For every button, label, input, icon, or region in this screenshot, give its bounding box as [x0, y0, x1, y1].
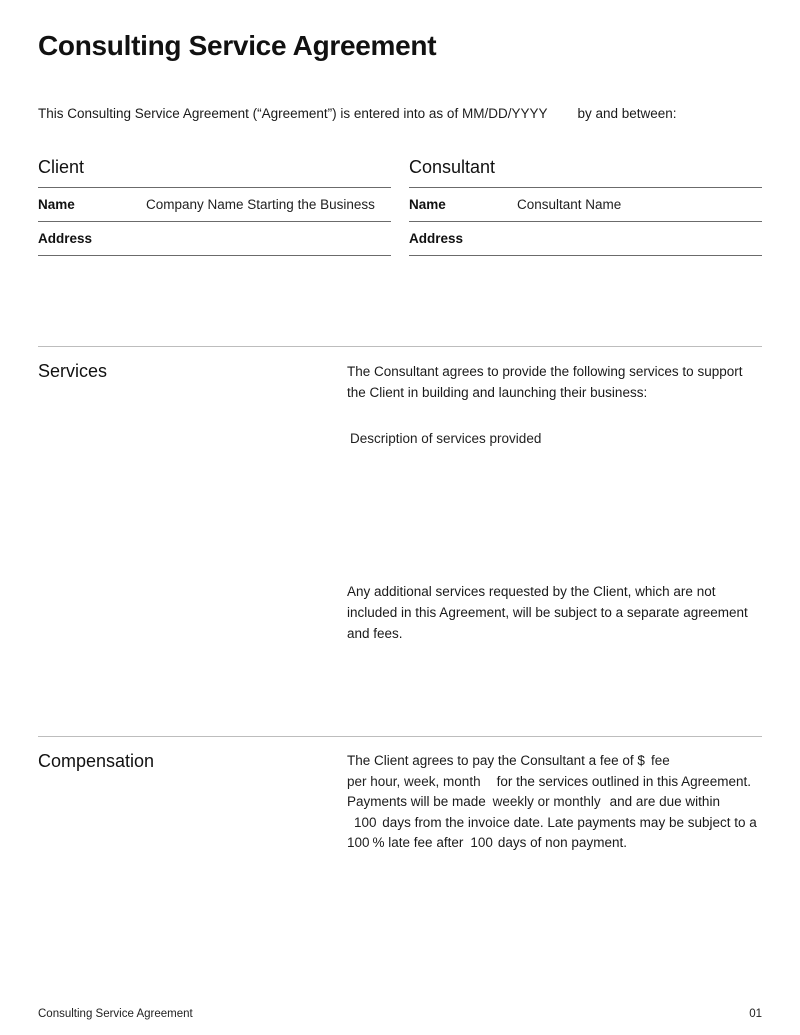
services-heading: Services: [38, 361, 108, 381]
compensation-body: [347, 737, 762, 854]
client-address-row: [38, 222, 391, 256]
services-additional-text: Any additional services requested by the Client, which are not included in this Agreement, will be subject to a separate agreement and fees.: [347, 584, 748, 641]
services-label-cell: [38, 347, 347, 736]
client-column: [38, 157, 391, 256]
services-body: [347, 347, 762, 736]
compensation-label-cell: [38, 737, 347, 854]
compensation-line-5: [347, 833, 762, 854]
payment-suffix-text: and are due within: [609, 794, 720, 810]
client-name-label: Name: [38, 197, 75, 212]
payment-frequency-field[interactable]: weekly or monthly: [492, 794, 601, 810]
client-address-label: Address: [38, 231, 93, 246]
services-intro-text: The Consultant agrees to provide the following services to support the Client in building and launching their business:: [347, 364, 743, 400]
page-footer: [38, 1008, 762, 1020]
intro-suffix-text: by and between:: [577, 106, 677, 121]
footer-doc-name: Consulting Service Agreement: [38, 1008, 193, 1020]
consultant-name-row: [409, 188, 762, 222]
period-suffix-text: for the services outlined in this Agreement.: [496, 773, 751, 789]
parties-section: [38, 157, 762, 256]
services-section: [38, 346, 762, 736]
compensation-line-4: [347, 813, 762, 834]
late-fee-suffix-text: % late fee after: [372, 835, 464, 851]
payment-prefix-text: Payments will be made: [347, 794, 486, 810]
footer-page-number: 01: [749, 1008, 762, 1020]
page-title: Consulting Service Agreement: [38, 30, 437, 61]
consultant-address-row: [409, 222, 762, 256]
client-name-row: [38, 188, 391, 222]
services-description-field[interactable]: Description of services provided: [350, 431, 542, 446]
client-name-field[interactable]: Company Name Starting the Business: [146, 197, 375, 212]
compensation-line-3: [347, 792, 762, 813]
compensation-section: [38, 736, 762, 854]
late-days-suffix-text: days of non payment.: [497, 835, 627, 851]
late-days-field[interactable]: 100: [470, 835, 493, 851]
consultant-name-field[interactable]: Consultant Name: [517, 197, 622, 212]
fee-amount-field[interactable]: fee: [650, 753, 670, 768]
consultant-heading: Consultant: [409, 157, 762, 188]
consultant-column: [409, 157, 762, 256]
client-heading: Client: [38, 157, 391, 188]
due-days-field[interactable]: 100: [354, 814, 377, 830]
due-days-suffix-text: days from the invoice date. Late payments may be subject to a: [382, 814, 757, 830]
late-fee-percent-field[interactable]: 100: [347, 835, 370, 851]
fee-period-field[interactable]: per hour, week, month: [347, 773, 481, 789]
compensation-line-2: [347, 772, 762, 793]
compensation-line-1: [347, 751, 762, 772]
intro-paragraph: [38, 104, 762, 124]
compensation-heading: Compensation: [38, 751, 155, 771]
fee-prefix-text: The Client agrees to pay the Consultant a fee of $: [347, 753, 645, 768]
intro-text: This Consulting Service Agreement (“Agreement”) is entered into as of: [38, 106, 459, 121]
consultant-address-label: Address: [409, 231, 464, 246]
consultant-name-label: Name: [409, 197, 446, 212]
agreement-date-field[interactable]: MM/DD/YYYY: [461, 106, 548, 121]
